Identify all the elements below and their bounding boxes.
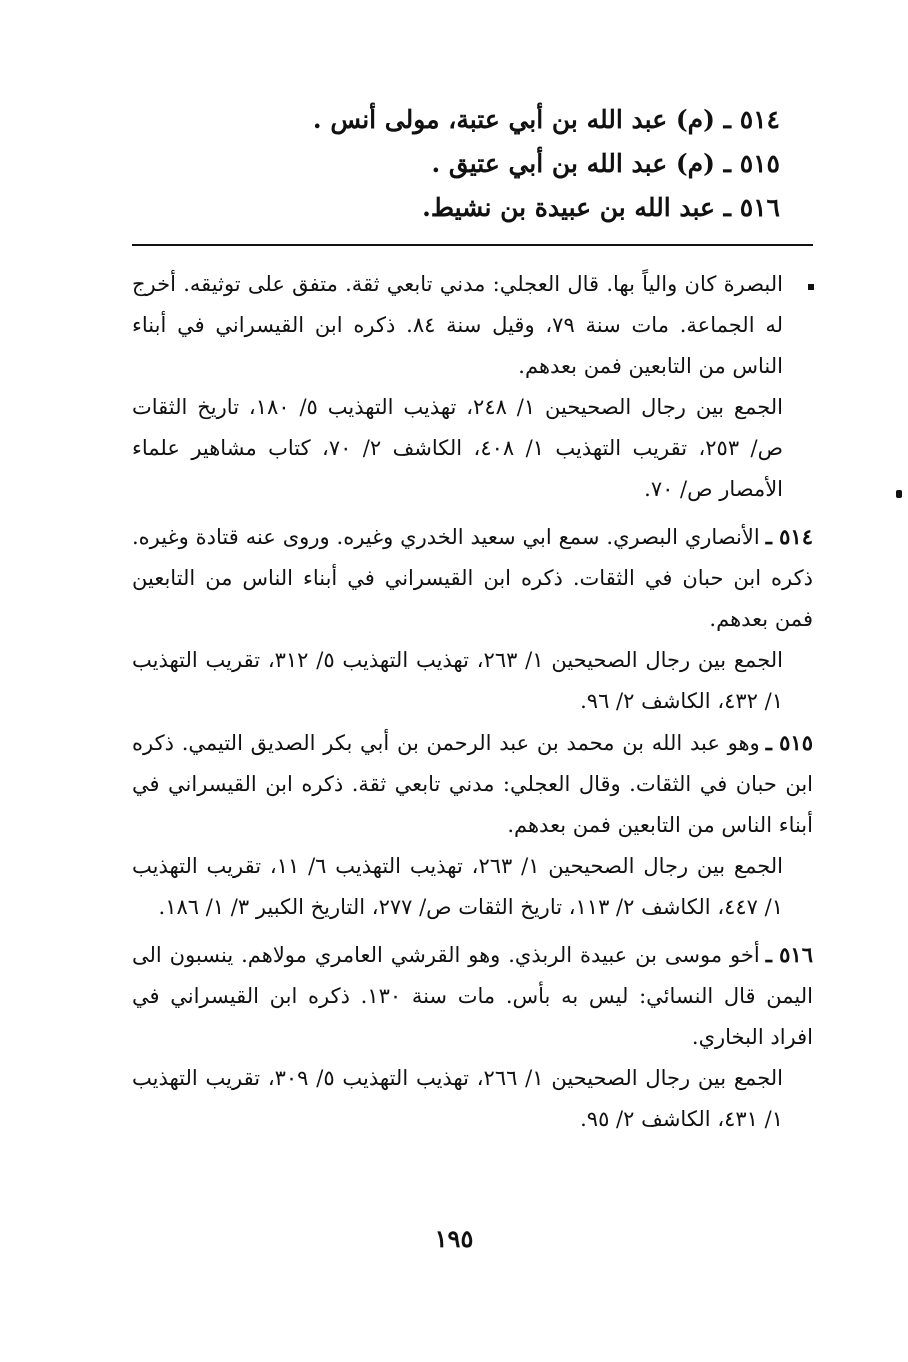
footnote-continued [132,264,813,387]
footnote-text: وهو عبد الله بن محمد بن عبد الرحمن بن أبي بكر الصديق التيمي. ذكره ابن حبان في الثقات. وقال العجلي: مدني تابعي ثقة. ذكره ابن القيسراني في أبناء الناس من التابعين فمن بعدهم. [132,731,813,837]
footnote-text: أخو موسى بن عبيدة الربذي. وهو القرشي العامري مولاهم. ينسبون الى اليمن قال النسائي: ليس به بأس. مات سنة ١٣٠. ذكره ابن القيسراني في افراد البخاري. [132,943,813,1049]
footnote-number: ٥١٥ ـ [765,730,813,755]
footnote-sources: الجمع بين رجال الصحيحين ١/ ٢٤٨، تهذيب التهذيب ٥/ ١٨٠، تاريخ الثقات ص/ ٢٥٣، تقريب التهذيب ١/ ٤٠٨، الكاشف ٢/ ٧٠، كتاب مشاهير علماء الأمصار ص/ ٧٠. [132,395,783,501]
footnote-sources: الجمع بين رجال الصحيحين ١/ ٢٦٣، تهذيب التهذيب ٦/ ١١، تقريب التهذيب ١/ ٤٤٧، الكاشف ٢/ ١١٣، تاريخ الثقات ص/ ٢٧٧، التاريخ الكبير ٣/ ١/ ١٨٦. [132,854,784,919]
page-number: ١٩٥ [434,1224,474,1253]
margin-mark [896,490,902,498]
footnote-sources: الجمع بين رجال الصحيحين ١/ ٢٦٦، تهذيب التهذيب ٥/ ٣٠٩، تقريب التهذيب ١/ ٤٣١، الكاشف ٢/ ٩٥. [132,1066,783,1131]
footnote-sources: الجمع بين رجال الصحيحين ١/ ٢٦٣، تهذيب التهذيب ٥/ ٣١٢، تقريب التهذيب ١/ ٤٣٢، الكاشف ٢/ ٩٦. [132,648,783,713]
entry-headings [260,98,780,230]
entry-heading-514: ٥١٤ ـ (م) عبد الله بن أبي عتبة، مولى أنس . [312,105,780,134]
footnote-number: ٥١٤ ـ [765,524,813,549]
footnote-text: البصرة كان والياً بها. قال العجلي: مدني تابعي ثقة. متفق على توثيقه. أخرج له الجماعة. مات سنة ٧٩، وقيل سنة ٨٤. ذكره ابن القيسراني في أبناء الناس من التابعين فمن بعدهم. [132,272,783,378]
entry-heading-515: ٥١٥ ـ (م) عبد الله بن أبي عتيق . [431,149,780,178]
footnotes [132,264,813,1140]
entry-heading-516: ٥١٦ ـ عبد الله بن عبيدة بن نشيط. [422,193,780,222]
footnote-514 [132,516,813,640]
footnote-number: ٥١٦ ـ [765,942,813,967]
footnote-515 [132,722,813,846]
footnote-separator [132,244,813,246]
footnote-516 [132,934,813,1058]
footnote-text: الأنصاري البصري. سمع ابي سعيد الخدري وغيره. وروى عنه قتادة وغيره. ذكره ابن حبان في الثقات. ذكره ابن القيسراني في أبناء الناس من التابعين فمن بعدهم. [132,525,813,631]
